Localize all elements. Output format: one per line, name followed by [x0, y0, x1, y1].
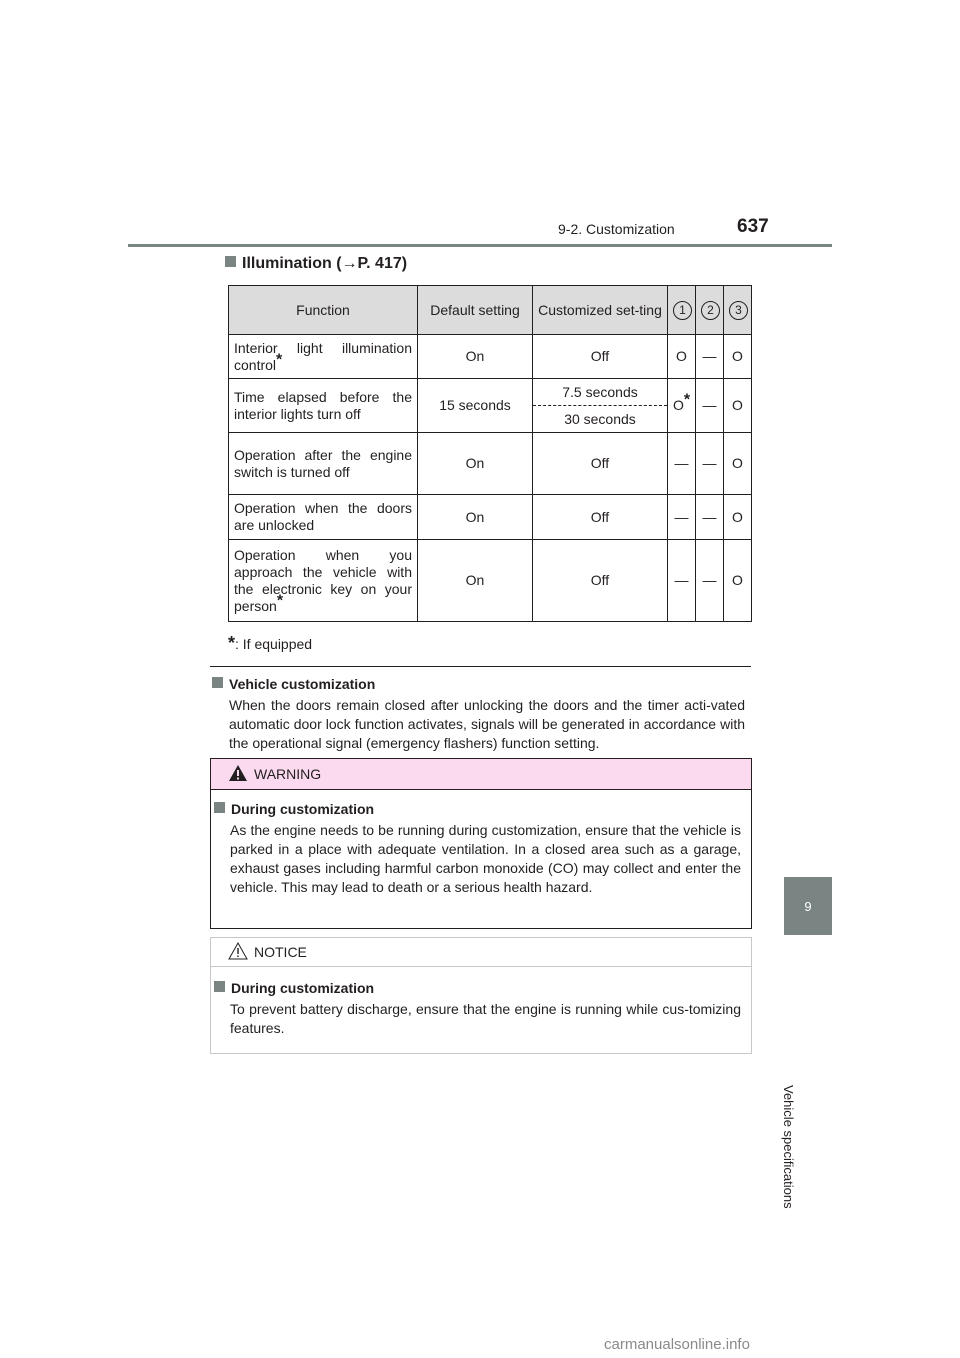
- table-row: [229, 379, 752, 406]
- asterisk-mark: *: [683, 391, 691, 409]
- row-default: On: [418, 540, 533, 622]
- asterisk-mark: *: [276, 591, 284, 609]
- notice-heading: During customization: [214, 980, 374, 996]
- row-function: Interior light illumination control*: [229, 335, 418, 379]
- page-number: 637: [737, 216, 769, 237]
- col-header-1: [668, 286, 696, 335]
- row-default: 15 seconds: [418, 379, 533, 433]
- row-col1: O: [668, 335, 696, 379]
- table-header-row: [229, 286, 752, 335]
- row-default: On: [418, 433, 533, 495]
- table-row: [229, 335, 752, 379]
- row-col2: —: [696, 335, 724, 379]
- section-divider: [210, 666, 751, 667]
- row-custom-b: 30 seconds: [533, 406, 668, 433]
- table-row: [229, 433, 752, 495]
- row-col3: O: [724, 540, 752, 622]
- notice-box: [210, 937, 752, 1054]
- row-col1: —: [668, 433, 696, 495]
- table-row: [229, 540, 752, 622]
- circled-number-1-icon: 1: [673, 301, 692, 320]
- row-col2: —: [696, 540, 724, 622]
- row-col3: O: [724, 495, 752, 540]
- caution-triangle-icon: [228, 942, 248, 960]
- vehicle-customization-body: When the doors remain closed after unlocking the doors and the timer acti-vated automatic door lock function activates, signals will be generated in accordance with the operational signal (emergency flashers) function setting.: [229, 697, 745, 751]
- row-col2: —: [696, 495, 724, 540]
- warning-title: WARNING: [254, 766, 322, 782]
- warning-triangle-icon: [228, 764, 248, 782]
- row-col2: —: [696, 379, 724, 433]
- warning-body: As the engine needs to be running during customization, ensure that the vehicle is parked in a place with adequate ventilation. In a closed area such as a garage, exhaust gases including harmful carbon monoxide (CO) may collect and enter the vehicle. This may lead to death or a serious health hazard.: [230, 822, 741, 895]
- footnote-asterisk: *: [228, 633, 236, 653]
- circled-number-3-icon: 3: [729, 301, 748, 320]
- row-col1: —: [668, 495, 696, 540]
- row-col3: O: [724, 335, 752, 379]
- col-header-function: Function: [229, 286, 418, 335]
- table-row: [229, 495, 752, 540]
- row-function: Operation after the engine switch is turned off: [229, 433, 418, 495]
- notice-title-bar: [211, 938, 751, 967]
- square-bullet-icon: [212, 677, 223, 688]
- row-custom: Off: [533, 335, 668, 379]
- row-custom: Off: [533, 433, 668, 495]
- col-header-custom: Customized set-ting: [533, 286, 668, 335]
- chapter-tab-label: Vehicle specifications: [781, 1085, 796, 1209]
- col-header-2: [696, 286, 724, 335]
- row-col1: O*: [668, 379, 696, 433]
- warning-box: [210, 758, 752, 929]
- chapter-tab[interactable]: 9: [784, 877, 832, 935]
- notice-body: To prevent battery discharge, ensure that the engine is running while cus-tomizing features.: [230, 1001, 741, 1036]
- row-custom: Off: [533, 495, 668, 540]
- square-bullet-icon: [214, 802, 225, 813]
- illumination-table: [228, 285, 752, 622]
- square-bullet-icon: [214, 981, 225, 992]
- row-function: Time elapsed before the interior lights turn off: [229, 379, 418, 433]
- row-col3: O: [724, 433, 752, 495]
- illumination-heading: [225, 255, 407, 273]
- watermark: carmanualsonline.info: [604, 1336, 750, 1353]
- illumination-heading-text: Illumination (→P. 417): [242, 255, 408, 272]
- warning-title-bar: [211, 759, 751, 790]
- asterisk-mark: *: [276, 350, 283, 368]
- vehicle-customization-heading: Vehicle customization: [212, 676, 375, 692]
- header-divider: [128, 244, 832, 247]
- row-default: On: [418, 495, 533, 540]
- warning-heading: During customization: [214, 801, 374, 817]
- row-custom: Off: [533, 540, 668, 622]
- row-function: Operation when you approach the vehicle with the electronic key on your person*: [229, 540, 418, 622]
- col-header-3: [724, 286, 752, 335]
- row-custom-a: 7.5 seconds: [533, 379, 668, 406]
- row-function: Operation when the doors are unlocked: [229, 495, 418, 540]
- notice-title: NOTICE: [254, 944, 307, 960]
- circled-number-2-icon: 2: [701, 301, 720, 320]
- row-col1: —: [668, 540, 696, 622]
- square-bullet-icon: [225, 256, 236, 267]
- row-col2: —: [696, 433, 724, 495]
- row-col3: O: [724, 379, 752, 433]
- row-default: On: [418, 335, 533, 379]
- running-header-section: 9-2. Customization: [558, 221, 675, 237]
- table-footnote: *: If equipped: [228, 633, 313, 653]
- col-header-default: Default setting: [418, 286, 533, 335]
